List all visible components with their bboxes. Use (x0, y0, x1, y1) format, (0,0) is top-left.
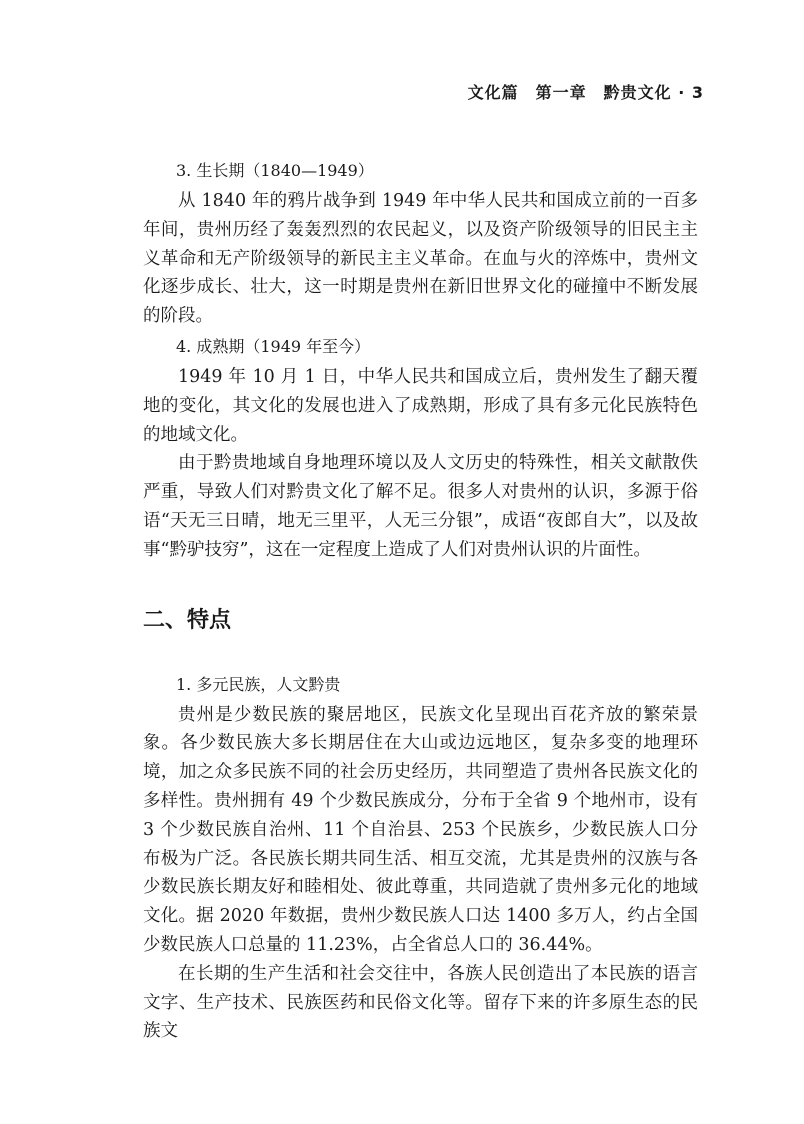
subheading-multi-ethnic: 1. 多元民族，人文黔贵 (176, 674, 341, 694)
section-title: 二、特点 (143, 607, 232, 633)
spacer (143, 565, 698, 601)
paragraph-mature-period-2: 由于黔贵地域自身地理环境以及人文历史的特殊性，相关文献散佚严重，导致人们对黔贵文化了解不足。很多人对贵州的认识，多源于俗语“天无三日晴，地无三里平，人无三分银”，成语“夜郎自大”，以及故事“黔驴技穷”，这在一定程度上造成了人们对贵州认识的片面性。 (143, 453, 698, 560)
subheading-mature-period: 4. 成熟期（1949 年至今） (176, 336, 371, 356)
paragraph-growth-period: 从 1840 年的鸦片战争到 1949 年中华人民共和国成立前的一百多年间，贵州历经了轰轰烈烈的农民起义，以及资产阶级领导的旧民主主义革命和无产阶级领导的新民主主义革命。在血与火的淬炼中，贵州文化逐步成长、壮大，这一时期是贵州在新旧世界文化的碰撞中不断发展的阶段。 (143, 191, 698, 327)
subheading-growth-period: 3. 生长期（1840—1949） (176, 161, 374, 180)
running-header: 文化篇 第一章 黔贵文化 · 3 (467, 83, 704, 102)
paragraph-multi-ethnic-2: 在长期的生产生活和社会交往中，各族人民创造出了本民族的语言文字、生产技术、民族医药和民俗文化等。留存下来的许多原生态的民族文 (143, 963, 698, 1042)
paragraph-mature-period-1: 1949 年 10 月 1 日，中华人民共和国成立后，贵州发生了翻天覆地的变化，其文化的发展也进入了成熟期，形成了具有多元化民族特色的地域文化。 (143, 366, 698, 445)
spacer (143, 641, 698, 669)
page-body (143, 155, 698, 1046)
paragraph-multi-ethnic-1: 贵州是少数民族的聚居地区，民族文化呈现出百花齐放的繁荣景象。各少数民族大多长期居住在大山或边远地区，复杂多变的地理环境，加之众多民族不同的社会历史经历，共同塑造了贵州各民族文化的多样性。贵州拥有 49 个少数民族成分，分布于全省 9 个地州市，设有 3 个少数民族自治州、11 个自治县、253 个民族乡，少数民族人口分布极为广泛。各民族长期共同生活、相互交流，尤其是贵州的汉族与各少数民族长期友好和睦相处、彼此尊重，共同造就了贵州多元化的地域文化。据 2020 年数据，贵州少数民族人口达 1400 多万人，约占全国少数民族人口总量的 11.23%，占全省总人口的 36.44%。 (143, 704, 698, 955)
